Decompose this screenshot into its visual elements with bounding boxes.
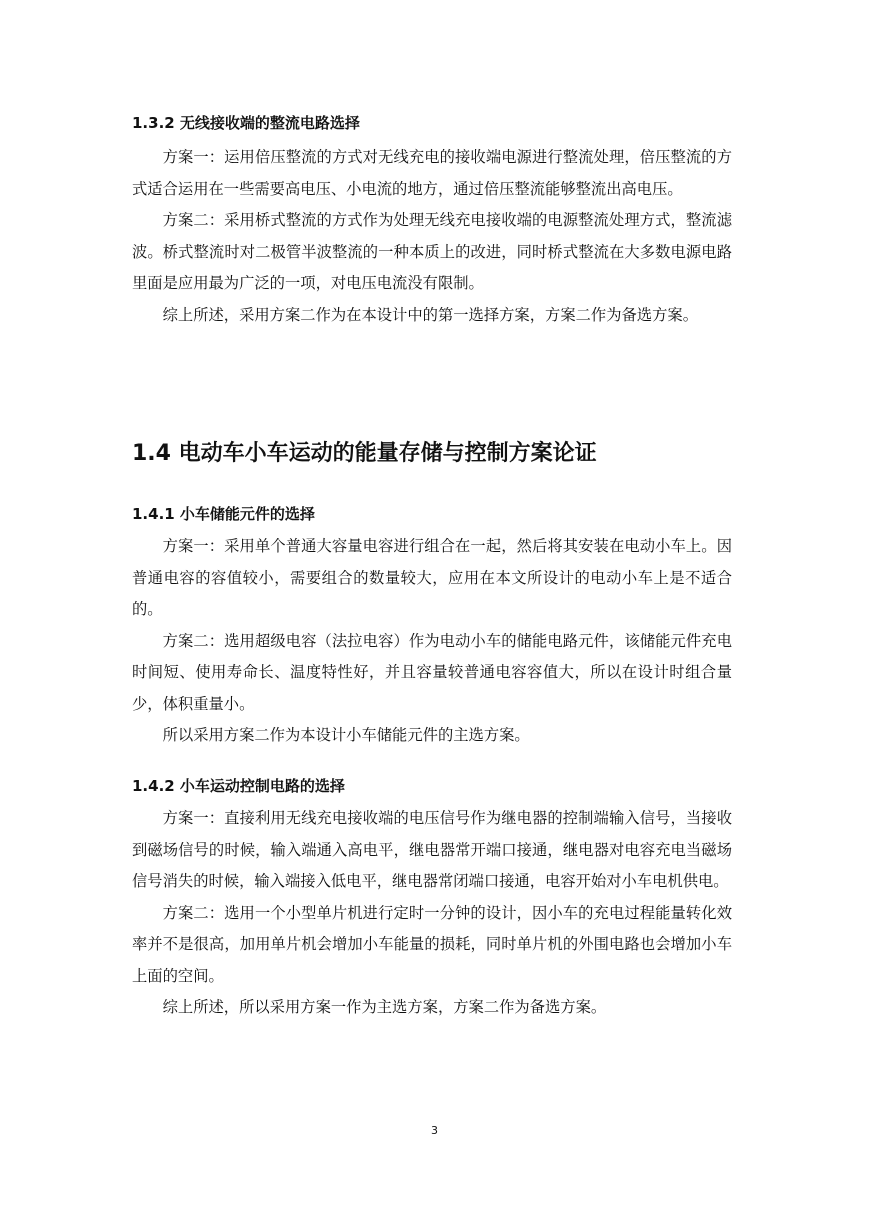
paragraph: 综上所述，所以采用方案一作为主选方案，方案二作为备选方案。	[162, 998, 607, 1016]
section-1-3-2-body	[132, 142, 732, 331]
paragraph: 方案一：采用单个普通大容量电容进行组合在一起，然后将其安装在电动小车上。因普通电容的容值较小，需要组合的数量较大，应用在本文所设计的电动小车上是不适合的。	[132, 537, 732, 618]
paragraph: 方案二：选用一个小型单片机进行定时一分钟的设计，因小车的充电过程能量转化效率并不是很高，加用单片机会增加小车能量的损耗，同时单片机的外围电路也会增加小车上面的空间。	[132, 903, 732, 985]
paragraph: 所以采用方案二作为本设计小车储能元件的主选方案。	[162, 726, 530, 744]
paragraph: 方案二：选用超级电容（法拉电容）作为电动小车的储能电路元件，该储能元件充电时间短、使用寿命长、温度特性好，并且容量较普通电容容值大，所以在设计时组合量少，体积重量小。	[132, 631, 732, 713]
section-1-4-2-body	[132, 803, 732, 1024]
paragraph: 综上所述，采用方案二作为在本设计中的第一选择方案，方案二作为备选方案。	[162, 305, 698, 324]
section-1-4-1-body	[132, 531, 732, 752]
section-1-3-2-heading: 1.3.2 无线接收端的整流电路选择	[132, 114, 360, 132]
paragraph: 方案一：运用倍压整流的方式对无线充电的接收端电源进行整流处理，倍压整流的方式适合运用在一些需要高电压、小电流的地方，通过倍压整流能够整流出高电压。	[132, 148, 732, 198]
paragraph: 方案二：采用桥式整流的方式作为处理无线充电接收端的电源整流处理方式，整流滤波。桥式整流时对二极管半波整流的一种本质上的改进，同时桥式整流在大多数电源电路里面是应用最为广泛的一项，对电压电流没有限制。	[132, 211, 732, 292]
page-number: 3	[431, 1124, 438, 1137]
section-1-4-heading: 1.4 电动车小车运动的能量存储与控制方案论证	[132, 441, 597, 466]
section-1-4-1-heading: 1.4.1 小车储能元件的选择	[132, 505, 315, 523]
paragraph: 方案一：直接利用无线充电接收端的电压信号作为继电器的控制端输入信号，当接收到磁场信号的时候，输入端通入高电平，继电器常开端口接通，继电器对电容充电当磁场信号消失的时候，输入端接入低电平，继电器常闭端口接通，电容开始对小车电机供电。	[132, 809, 732, 890]
section-1-4-2-heading: 1.4.2 小车运动控制电路的选择	[132, 777, 345, 795]
